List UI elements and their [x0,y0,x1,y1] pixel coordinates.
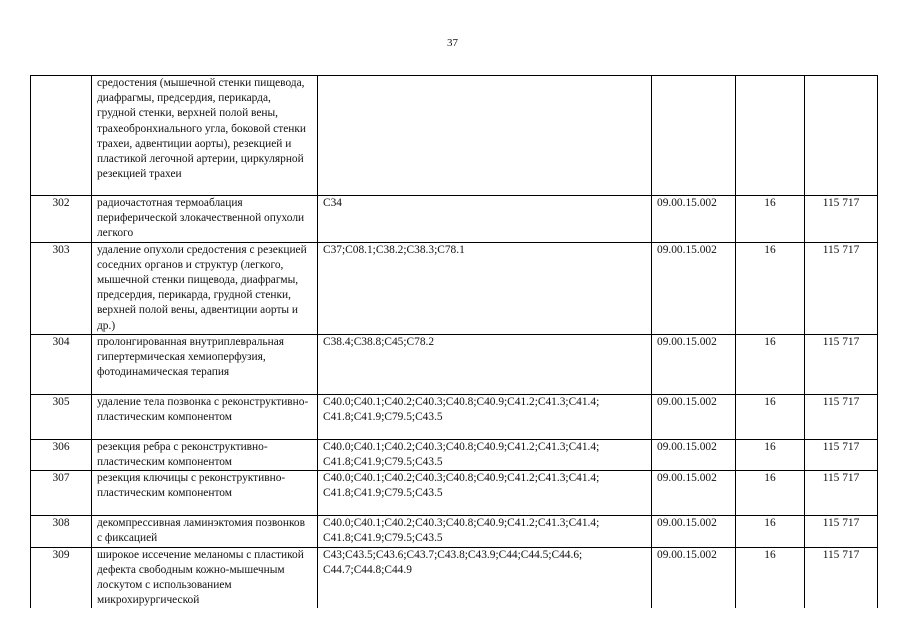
icd-codes-cell: С40.0;С40.1;С40.2;С40.3;С40.8;С40.9;С41.2;С41.3;С41.4; С41.8;С41.9;С79.5;С43.5 [318,471,652,516]
row-number-cell: 309 [31,547,92,608]
service-code-cell: 09.00.15.002 [652,196,736,243]
cost-cell: 115 717 [805,394,878,439]
method-cell: резекция ключицы с реконструктивно-пластическим компонентом [92,471,318,516]
cost-cell: 115 717 [805,196,878,243]
method-cell: удаление опухоли средостения с резекцией соседних органов и структур (легкого, мышечной стенки пищевода, диафрагмы, предсердия, перикарда, грудной стенки, верхней полой вены, адвентиции аорты и др.) [92,242,318,334]
table-row [31,334,878,394]
row-number-cell: 302 [31,196,92,243]
service-code-cell: 09.00.15.002 [652,394,736,439]
table-row [31,439,878,470]
method-cell: радиочастотная термоаблация периферической злокачественной опухоли легкого [92,196,318,243]
row-number-cell: 303 [31,242,92,334]
method-cell: декомпрессивная ламинэктомия позвонков с фиксацией [92,516,318,547]
service-code-cell [652,76,736,196]
table-row [31,196,878,243]
icd-codes-cell [318,76,652,196]
row-number-cell [31,76,92,196]
method-cell: пролонгированная внутриплевральная гипертермическая хемиоперфузия, фотодинамическая терапия [92,334,318,394]
table-row [31,394,878,439]
icd-codes-cell: С40.0;С40.1;С40.2;С40.3;С40.8;С40.9;С41.2;С41.3;С41.4; С41.8;С41.9;С79.5;С43.5 [318,516,652,547]
icd-codes-cell: С43;С43.5;С43.6;С43.7;С43.8;С43.9;С44;С44.5;С44.6; С44.7;С44.8;С44.9 [318,547,652,608]
row-number-cell: 308 [31,516,92,547]
cost-cell [805,76,878,196]
cost-cell: 115 717 [805,471,878,516]
group-cell: 16 [736,394,805,439]
table-row [31,516,878,547]
row-number-cell: 305 [31,394,92,439]
cost-cell: 115 717 [805,516,878,547]
icd-codes-cell: С37;С08.1;С38.2;С38.3;С78.1 [318,242,652,334]
row-number-cell: 304 [31,334,92,394]
cost-cell: 115 717 [805,334,878,394]
service-code-cell: 09.00.15.002 [652,439,736,470]
row-number-cell: 306 [31,439,92,470]
table-row [31,547,878,608]
method-cell: широкое иссечение меланомы с пластикой дефекта свободным кожно-мышечным лоскутом с использованием микрохирургической [92,547,318,608]
method-cell: средостения (мышечной стенки пищевода, диафрагмы, предсердия, перикарда, грудной стенки, верхней полой вены, трахеобронхиального угла, боковой стенки трахеи, адвентиции аорты), резекцией и пластикой легочной артерии, циркулярной резекцией трахеи [92,76,318,196]
table-row [31,471,878,516]
method-cell: резекция ребра с реконструктивно-пластическим компонентом [92,439,318,470]
group-cell [736,76,805,196]
tariff-table [30,75,878,608]
icd-codes-cell: С40.0;С40.1;С40.2;С40.3;С40.8;С40.9;С41.2;С41.3;С41.4; С41.8;С41.9;С79.5;С43.5 [318,439,652,470]
service-code-cell: 09.00.15.002 [652,471,736,516]
service-code-cell: 09.00.15.002 [652,547,736,608]
table-row [31,242,878,334]
service-code-cell: 09.00.15.002 [652,334,736,394]
row-number-cell: 307 [31,471,92,516]
group-cell: 16 [736,334,805,394]
cost-cell: 115 717 [805,439,878,470]
group-cell: 16 [736,547,805,608]
page-number: 37 [447,37,458,49]
service-code-cell: 09.00.15.002 [652,516,736,547]
icd-codes-cell: С40.0;С40.1;С40.2;С40.3;С40.8;С40.9;С41.2;С41.3;С41.4; С41.8;С41.9;С79.5;С43.5 [318,394,652,439]
method-cell: удаление тела позвонка с реконструктивно-пластическим компонентом [92,394,318,439]
group-cell: 16 [736,516,805,547]
group-cell: 16 [736,242,805,334]
cost-cell: 115 717 [805,547,878,608]
group-cell: 16 [736,196,805,243]
service-code-cell: 09.00.15.002 [652,242,736,334]
icd-codes-cell: С34 [318,196,652,243]
group-cell: 16 [736,471,805,516]
icd-codes-cell: С38.4;С38.8;С45;С78.2 [318,334,652,394]
table-row [31,76,878,196]
group-cell: 16 [736,439,805,470]
cost-cell: 115 717 [805,242,878,334]
